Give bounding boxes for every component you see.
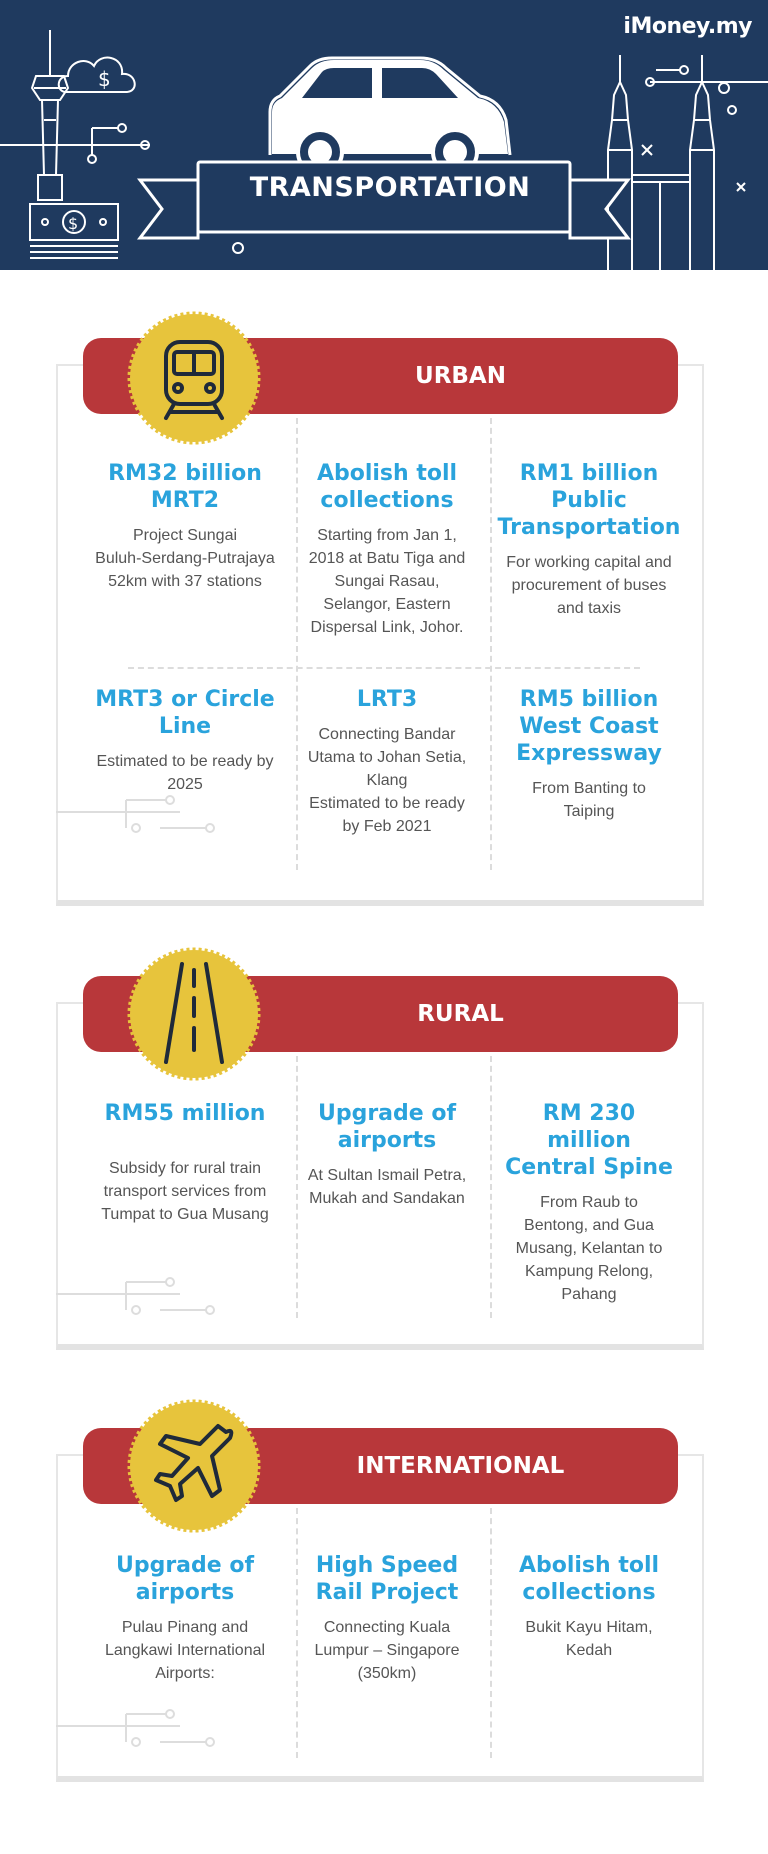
header-banner (0, 0, 768, 270)
section-title: URBAN (415, 363, 506, 389)
header-illustration (0, 0, 768, 270)
section-rural (56, 958, 706, 1350)
item-title: RM5 billion West Coast Expressway (516, 687, 662, 766)
row-divider (128, 667, 640, 669)
circuit-lines-right (646, 66, 768, 114)
circuit-decoration (56, 1708, 226, 1758)
airplane-icon (126, 1398, 262, 1534)
item-description: Estimated to be ready by 2025 (96, 753, 274, 793)
item-description: Connecting Bandar Utama to Johan Setia, Klang Estimated to be ready by Feb 2021 (307, 726, 467, 835)
section-international (56, 1410, 706, 1782)
item-description: From Banting to Taiping (532, 780, 646, 820)
circuit-decoration (56, 794, 226, 844)
brand-logo[interactable]: iMoney.my (623, 14, 752, 39)
item-description: Project Sungai Buluh-Serdang-Putrajaya 52km with 37 stations (95, 527, 275, 590)
item-description: Bukit Kayu Hitam, Kedah (525, 1619, 653, 1659)
section-urban (56, 320, 706, 906)
item-description: For working capital and procurement of buses and taxis (506, 554, 672, 617)
rural-item-central-spine (491, 1100, 687, 1306)
item-description: From Raub to Bentong, and Gua Musang, Kelantan to Kampung Relong, Pahang (515, 1194, 663, 1303)
svg-text:$: $ (98, 67, 111, 91)
kl-tower-icon (32, 30, 68, 200)
item-title: Abolish toll collections (518, 1553, 660, 1605)
item-title: RM32 billion MRT2 (108, 461, 262, 513)
item-title: RM55 million (104, 1101, 266, 1126)
urban-item-lrt3 (289, 686, 485, 838)
item-title: Upgrade of airports (115, 1553, 255, 1605)
page-title: TRANSPORTATION (249, 172, 531, 203)
item-description: Connecting Kuala Lumpur – Singapore (350km) (314, 1619, 460, 1682)
rural-item-airport-upgrade (289, 1100, 485, 1210)
international-item-airport-upgrade (87, 1552, 283, 1685)
item-description: Starting from Jan 1, 2018 at Batu Tiga and Sungai Rasau, Selangor, Eastern Dispersal Link, Johor. (308, 527, 466, 636)
urban-item-public-transport (491, 460, 687, 620)
train-icon (126, 310, 262, 446)
item-title: Abolish toll collections (316, 461, 458, 513)
international-item-abolish-toll (491, 1552, 687, 1662)
urban-item-mrt2 (87, 460, 283, 593)
item-title: Upgrade of airports (317, 1101, 457, 1153)
item-title: MRT3 or Circle Line (95, 687, 275, 739)
item-title: RM 230 million Central Spine (505, 1101, 673, 1180)
urban-item-west-coast-expressway (491, 686, 687, 823)
urban-item-mrt3 (87, 686, 283, 796)
item-description: Subsidy for rural train transport services from Tumpat to Gua Musang (101, 1160, 269, 1223)
rural-item-rail-subsidy (87, 1100, 283, 1226)
item-title: High Speed Rail Project (315, 1553, 459, 1605)
item-description: Pulau Pinang and Langkawi International Airports: (104, 1619, 266, 1682)
road-icon (126, 946, 262, 1082)
section-title: INTERNATIONAL (356, 1453, 565, 1479)
item-title: LRT3 (356, 687, 418, 712)
item-title: RM1 billion Public Transportation (497, 461, 681, 540)
section-title: RURAL (417, 1001, 504, 1027)
svg-text:$: $ (68, 214, 79, 233)
banknote-icon (30, 204, 118, 258)
urban-item-abolish-toll (289, 460, 485, 639)
circuit-decoration (56, 1276, 226, 1326)
item-description: At Sultan Ismail Petra, Mukah and Sandakan (307, 1167, 467, 1207)
international-item-high-speed-rail (289, 1552, 485, 1685)
cloud-dollar-icon (59, 58, 135, 92)
